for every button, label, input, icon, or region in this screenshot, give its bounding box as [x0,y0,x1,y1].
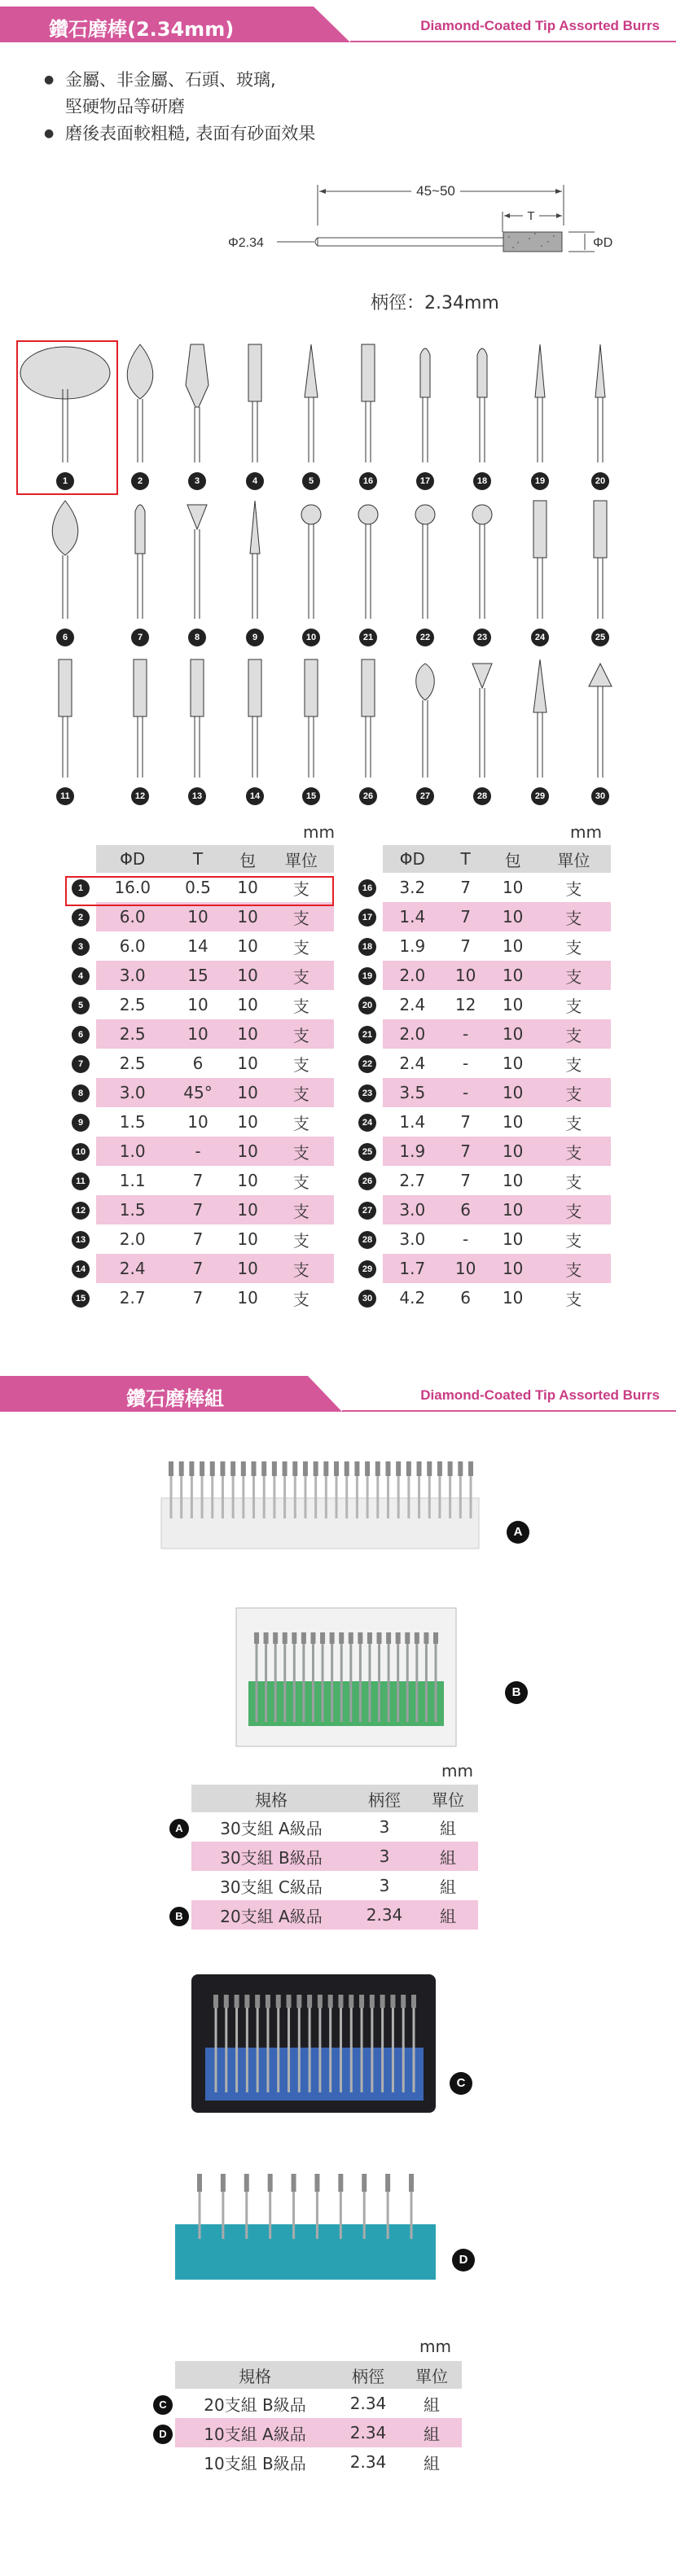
t-cell: 7 [192,1229,204,1249]
unit-label: mm [303,822,335,842]
t-cell: 7 [460,1112,471,1132]
row-number: 5 [65,990,96,1019]
spec-row [65,990,334,1019]
spec-cell: 10支組 A級品 [175,2418,335,2447]
shank-cell: 2.34 [349,2394,387,2413]
diameter-cell: 1.0 [96,1137,169,1166]
selected-burr-highlight [16,340,118,495]
unit-cell: 組 [424,2394,440,2415]
section-subtitle: Diamond-Coated Tip Assorted Burrs [420,1387,660,1403]
spec-row [65,961,334,990]
spec-row [352,1166,611,1195]
t-cell: 45° [169,1078,226,1107]
col-header: T [169,845,226,873]
selected-row-highlight [65,876,334,906]
spec-row [65,1166,334,1195]
spec-cell: 20支組 B級品 [204,2394,306,2415]
diameter-cell: 2.4 [96,1254,169,1283]
diameter-cell: 6.0 [96,902,169,931]
t-cell: - [169,1137,226,1166]
burr-number: 8 [188,629,206,646]
burr-image [551,497,649,627]
row-number: 1 [65,873,96,902]
row-number: 18 [352,931,383,961]
shank-cell: 2.34 [351,1900,418,1930]
section-title: 鑽石磨棒(2.34mm) [49,18,235,41]
pack-cell: 10 [227,1019,269,1049]
unit-cell: 支 [537,1254,611,1283]
unit-cell: 組 [418,1900,478,1930]
burr-image [551,340,649,471]
col-header: 柄徑 [351,1785,418,1812]
row-number: 12 [65,1195,96,1224]
set-row [167,1812,478,1842]
diameter-cell: 1.4 [383,902,442,931]
set-label-a: A [507,1521,529,1544]
unit-cell: 組 [440,1877,456,1897]
diameter-cell: 16.0 [114,878,151,897]
row-number: 24 [352,1107,383,1137]
col-header: 包 [489,845,537,873]
row-number: 28 [352,1224,383,1254]
unit-cell: 支 [269,1195,334,1224]
t-cell: - [442,1078,489,1107]
t-cell: 7 [192,1171,204,1190]
t-cell: 7 [460,936,471,956]
row-number: 9 [65,1107,96,1137]
set-label-b: B [505,1681,528,1704]
burr-number: 30 [591,787,609,805]
diameter-cell: 4.2 [399,1288,426,1308]
unit-label: mm [570,822,602,842]
t-cell: 7 [460,1171,471,1190]
section-header-burrs [0,7,676,42]
diameter-cell: 6.0 [119,936,146,956]
diameter-cell: 2.0 [383,1019,442,1049]
set-mark [167,1842,191,1871]
t-cell: 12 [454,995,476,1014]
spec-row [352,961,611,990]
spec-row [352,1049,611,1078]
t-cell: - [463,1229,469,1249]
burr-number: 28 [473,787,491,805]
set-row [167,1900,478,1930]
set-label-c: C [450,2072,472,2095]
pack-cell: 10 [227,1195,269,1224]
pack-cell: 10 [489,1254,537,1283]
diameter-cell: 1.9 [399,936,426,956]
set-row [151,2447,462,2477]
unit-cell: 支 [565,1230,582,1251]
set-mark [151,2447,175,2477]
diameter-cell: 3.2 [399,878,426,897]
col-header: ΦD [96,845,169,873]
burr-number: 7 [131,629,149,646]
pack-cell: 10 [237,878,258,897]
diameter-cell: 2.5 [96,1019,169,1049]
t-cell: - [442,1019,489,1049]
diameter-cell: 1.1 [119,1171,146,1190]
burr-dimension-drawing [228,167,635,293]
spec-table-right [352,845,611,1312]
burr-number: 23 [473,629,491,646]
t-cell: 7 [460,878,471,897]
spec-row [352,931,611,961]
col-header: 規格 [191,1785,351,1812]
burr-image [551,655,649,786]
pack-cell: 10 [502,1054,524,1073]
spec-cell: 30支組 B級品 [191,1842,351,1871]
unit-label: mm [419,2337,451,2356]
row-number: 25 [352,1137,383,1166]
burr-number: 19 [531,472,549,490]
shank-caption: 柄徑：2.34mm [371,293,499,313]
set-row [151,2389,462,2418]
t-cell: 7 [169,1254,226,1283]
unit-cell: 支 [269,1078,334,1107]
burr-number: 24 [531,629,549,646]
unit-cell: 支 [292,1230,309,1251]
col-header: ΦD [383,845,442,873]
unit-cell: 組 [440,1818,456,1838]
spec-row [352,990,611,1019]
burr-number: 17 [416,472,434,490]
col-header: 單位 [269,845,334,873]
pack-cell: 10 [237,995,258,1014]
header-rule [350,41,676,42]
t-cell: 0.5 [185,878,211,897]
row-number: 3 [65,931,96,961]
pack-cell: 10 [489,1019,537,1049]
unit-cell: 組 [418,1842,478,1871]
feature-item: 堅硬物品等研磨 [65,97,185,116]
section-header-sets [0,1376,676,1412]
unit-cell: 支 [565,1054,582,1075]
t-cell: 10 [187,995,209,1014]
burr-number: 14 [246,787,264,805]
spec-row [352,1078,611,1107]
unit-cell: 支 [537,1137,611,1166]
diameter-cell: 2.0 [119,1229,146,1249]
spec-row [352,873,611,902]
pack-cell: 10 [502,1112,524,1132]
unit-cell: 支 [292,1113,309,1133]
pack-cell: 10 [502,936,524,956]
spec-row [65,1107,334,1137]
feature-item: ● 金屬、非金屬、石頭、玻璃, [47,67,315,94]
row-number: 21 [352,1019,383,1049]
diameter-cell: 2.5 [119,995,146,1014]
diameter-cell: 2.7 [119,1288,146,1308]
t-cell: 10 [442,961,489,990]
spec-cell: 30支組 C級品 [220,1877,323,1897]
burr-number: 11 [56,787,74,805]
unit-cell: 組 [402,2418,462,2447]
row-number: 10 [65,1137,96,1166]
header-rule [342,1410,676,1412]
shank-cell: 3 [379,1876,390,1895]
pack-cell: 10 [237,1171,258,1190]
t-cell: 7 [442,1137,489,1166]
burr-number: 25 [591,629,609,646]
shank-cell: 2.34 [335,2418,402,2447]
unit-cell: 支 [537,1019,611,1049]
set-row [167,1842,478,1871]
pack-cell: 10 [227,1254,269,1283]
spec-row [65,1137,334,1166]
spec-row [65,1254,334,1283]
unit-cell: 支 [269,961,334,990]
spec-row [65,931,334,961]
row-number: 13 [65,1224,96,1254]
unit-cell: 支 [537,961,611,990]
spec-row [352,1224,611,1254]
diameter-cell: 2.5 [119,1054,146,1073]
product-photo-set-d [167,2149,444,2288]
burr-number: 6 [56,629,74,646]
spec-row [65,1019,334,1049]
unit-cell: 支 [537,1078,611,1107]
unit-cell: 支 [565,878,582,899]
spec-cell: 20支組 A級品 [191,1900,351,1930]
spec-row [352,1137,611,1166]
spec-cell: 30支組 A級品 [220,1818,323,1838]
pack-cell: 10 [227,961,269,990]
row-number: 29 [352,1254,383,1283]
diameter-cell: 1.9 [383,1137,442,1166]
unit-cell: 支 [537,902,611,931]
set-row [167,1871,478,1900]
shank-cell: 2.34 [349,2452,387,2472]
row-number: 20 [352,990,383,1019]
row-number: 23 [352,1078,383,1107]
spec-table-left [65,845,334,1312]
col-header: 單位 [418,1785,478,1812]
diameter-cell: 2.7 [399,1171,426,1190]
unit-cell: 支 [565,937,582,957]
unit-cell: 支 [565,1289,582,1309]
spec-row [65,1283,334,1312]
section-title: 鑽石磨棒組 [126,1387,224,1410]
shank-cell: 3 [351,1842,418,1871]
burr-number: 18 [473,472,491,490]
burr-number: 1 [56,472,74,490]
spec-row [352,1195,611,1224]
diameter-cell: 2.4 [399,1054,426,1073]
spec-row [65,902,334,931]
row-number: 7 [65,1049,96,1078]
spec-row [352,1019,611,1049]
unit-cell: 支 [292,878,309,899]
pack-cell: 10 [489,1195,537,1224]
burr-number: 20 [591,472,609,490]
set-table-2 [151,2361,462,2477]
t-cell: 10 [169,1019,226,1049]
row-number: 15 [65,1283,96,1312]
t-cell: - [463,1054,469,1073]
diameter-cell: 3.0 [96,1078,169,1107]
diameter-cell: 3.5 [383,1078,442,1107]
product-photo-set-a [153,1453,491,1555]
pack-cell: 10 [227,902,269,931]
spec-cell: 10支組 B級品 [204,2453,306,2473]
pack-cell: 10 [489,1137,537,1166]
spec-row [352,1283,611,1312]
burr-number: 12 [131,787,149,805]
shank-cell: 3 [379,1817,390,1837]
length-label: 45~50 [416,183,455,199]
t-label: T [527,209,535,223]
set-mark: D [151,2418,175,2447]
t-cell: 15 [169,961,226,990]
pack-cell: 10 [489,961,537,990]
pack-cell: 10 [489,902,537,931]
set-label-d: D [452,2249,475,2272]
pack-cell: 10 [237,1054,258,1073]
feature-list [47,67,315,147]
product-photo-set-c [187,1970,440,2117]
t-cell: 7 [192,1288,204,1308]
row-number: 8 [65,1078,96,1107]
t-cell: 6 [442,1195,489,1224]
diameter-cell: 2.4 [399,995,426,1014]
diameter-cell: 1.5 [119,1112,146,1132]
row-number: 4 [65,961,96,990]
set-row [151,2418,462,2447]
pack-cell: 10 [237,1229,258,1249]
set-mark: B [167,1900,191,1930]
row-number: 16 [352,873,383,902]
row-number: 6 [65,1019,96,1049]
row-number: 17 [352,902,383,931]
row-number: 27 [352,1195,383,1224]
pack-cell: 10 [502,878,524,897]
burr-number: 15 [302,787,320,805]
unit-cell: 支 [269,902,334,931]
t-cell: 10 [187,1112,209,1132]
col-header: 規格 [175,2361,335,2389]
section-subtitle: Diamond-Coated Tip Assorted Burrs [420,18,660,33]
t-cell: 6 [192,1054,204,1073]
row-number: 30 [352,1283,383,1312]
col-header: 包 [227,845,269,873]
col-header: T [442,845,489,873]
t-cell: 10 [169,902,226,931]
pack-cell: 10 [502,1171,524,1190]
col-header: 柄徑 [335,2361,402,2389]
unit-label: mm [441,1761,473,1781]
row-number: 14 [65,1254,96,1283]
unit-cell: 支 [292,996,309,1016]
spec-row [65,1078,334,1107]
burr-number: 2 [131,472,149,490]
set-mark [167,1871,191,1900]
diameter-cell: 1.4 [399,1112,426,1132]
burr-number: 10 [302,629,320,646]
burr-number: 26 [359,787,377,805]
spec-row [352,1254,611,1283]
diameter-cell: 3.0 [383,1195,442,1224]
unit-cell: 支 [537,1195,611,1224]
pack-cell: 10 [502,1229,524,1249]
spec-row [352,1107,611,1137]
shank-label: Φ2.34 [228,236,264,250]
set-mark: A [167,1812,191,1842]
diameter-cell: 3.0 [399,1229,426,1249]
unit-cell: 支 [565,996,582,1016]
diameter-cell: 1.7 [383,1254,442,1283]
pack-cell: 10 [237,936,258,956]
set-mark: C [151,2389,175,2418]
row-number: 22 [352,1049,383,1078]
row-number: 2 [65,902,96,931]
row-number: 19 [352,961,383,990]
burr-number: 22 [416,629,434,646]
pack-cell: 10 [227,1137,269,1166]
t-cell: 10 [442,1254,489,1283]
spec-row [65,1195,334,1224]
diameter-cell: 2.0 [383,961,442,990]
burr-number: 29 [531,787,549,805]
pack-cell: 10 [502,1288,524,1308]
unit-cell: 支 [292,1054,309,1075]
unit-cell: 支 [565,1113,582,1133]
col-header: 單位 [402,2361,462,2389]
unit-cell: 支 [292,937,309,957]
unit-cell: 支 [292,1289,309,1309]
pack-cell: 10 [227,1078,269,1107]
burr-number: 9 [246,629,264,646]
unit-cell: 組 [424,2453,440,2473]
t-cell: 7 [442,902,489,931]
set-table-1 [167,1785,478,1930]
d-label: ΦD [593,236,613,250]
burr-number: 4 [246,472,264,490]
burr-number: 3 [188,472,206,490]
diameter-cell: 3.0 [96,961,169,990]
unit-cell: 支 [269,1019,334,1049]
diameter-cell: 1.5 [96,1195,169,1224]
row-number: 11 [65,1166,96,1195]
feature-item: ● 磨後表面較粗糙, 表面有砂面效果 [47,120,315,147]
spec-row [65,1049,334,1078]
unit-cell: 支 [269,1254,334,1283]
t-cell: 7 [169,1195,226,1224]
pack-cell: 10 [237,1112,258,1132]
row-number: 26 [352,1166,383,1195]
burr-number: 13 [188,787,206,805]
spec-row [65,1224,334,1254]
t-cell: 6 [460,1288,471,1308]
unit-cell: 支 [269,1137,334,1166]
col-header: 單位 [537,845,611,873]
t-cell: 14 [187,936,209,956]
pack-cell: 10 [502,995,524,1014]
burr-number: 5 [302,472,320,490]
spec-row [352,902,611,931]
burr-number: 27 [416,787,434,805]
unit-cell: 支 [292,1172,309,1192]
pack-cell: 10 [237,1288,258,1308]
burr-number: 16 [359,472,377,490]
product-photo-set-b [220,1600,468,1755]
pack-cell: 10 [489,1078,537,1107]
unit-cell: 支 [565,1172,582,1192]
burr-number: 21 [359,629,377,646]
